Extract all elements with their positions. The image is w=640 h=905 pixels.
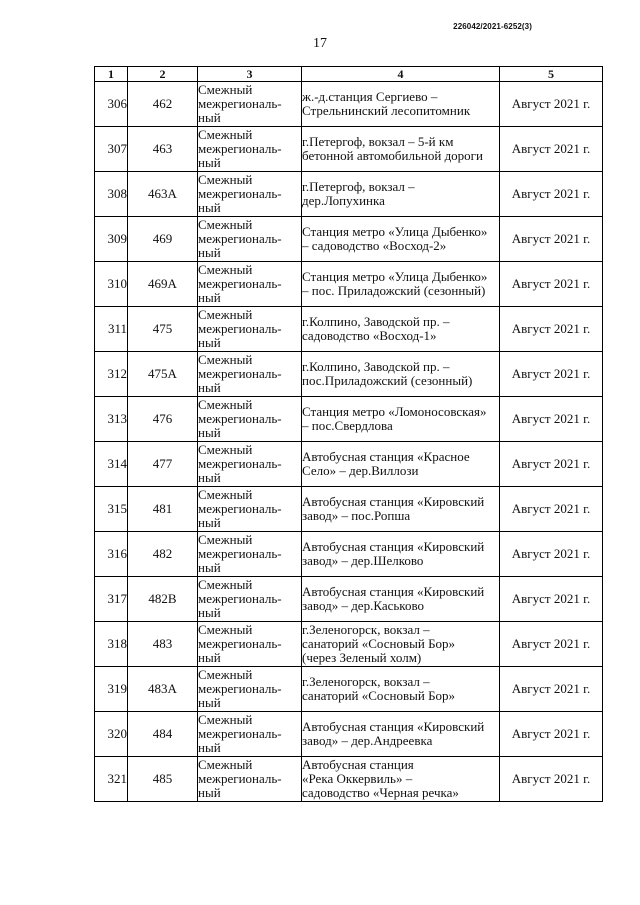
date-cell: Август 2021 г. <box>500 667 603 712</box>
route-path-cell: г.Колпино, Заводской пр. – пос.Приладожский (сезонный) <box>302 352 500 397</box>
table-row <box>95 667 603 712</box>
table-header-row <box>95 67 603 82</box>
route-number-cell: 484 <box>128 712 198 757</box>
date-cell: Август 2021 г. <box>500 352 603 397</box>
route-path-cell: Автобусная станция «Кировский завод» – пос.Ропша <box>302 487 500 532</box>
table-row <box>95 217 603 262</box>
routes-table <box>94 66 603 802</box>
date-cell: Август 2021 г. <box>500 397 603 442</box>
page-number: 17 <box>313 36 327 51</box>
table-row <box>95 532 603 577</box>
column-header-3: 3 <box>198 67 302 82</box>
column-header-4: 4 <box>302 67 500 82</box>
date-cell: Август 2021 г. <box>500 622 603 667</box>
row-number-cell: 319 <box>95 667 128 712</box>
date-cell: Август 2021 г. <box>500 442 603 487</box>
column-header-2: 2 <box>128 67 198 82</box>
date-cell: Август 2021 г. <box>500 172 603 217</box>
route-type-cell: Смежный межрегиональ- ный <box>198 172 302 217</box>
row-number-cell: 320 <box>95 712 128 757</box>
route-type-cell: Смежный межрегиональ- ный <box>198 577 302 622</box>
route-type-cell: Смежный межрегиональ- ный <box>198 532 302 577</box>
route-path-cell: г.Петергоф, вокзал – дер.Лопухинка <box>302 172 500 217</box>
table-row <box>95 757 603 802</box>
row-number-cell: 313 <box>95 397 128 442</box>
route-number-cell: 482 <box>128 532 198 577</box>
route-number-cell: 463А <box>128 172 198 217</box>
route-number-cell: 463 <box>128 127 198 172</box>
route-path-cell: Станция метро «Улица Дыбенко» – садоводство «Восход-2» <box>302 217 500 262</box>
date-cell: Август 2021 г. <box>500 127 603 172</box>
table-row <box>95 127 603 172</box>
row-number-cell: 316 <box>95 532 128 577</box>
route-path-cell: Станция метро «Улица Дыбенко» – пос. Приладожский (сезонный) <box>302 262 500 307</box>
route-number-cell: 475 <box>128 307 198 352</box>
route-path-cell: ж.-д.станция Сергиево – Стрельнинский лесопитомник <box>302 82 500 127</box>
date-cell: Август 2021 г. <box>500 712 603 757</box>
route-path-cell: Автобусная станция «Кировский завод» – дер.Андреевка <box>302 712 500 757</box>
table-row <box>95 262 603 307</box>
route-path-cell: Автобусная станция «Кировский завод» – дер.Каськово <box>302 577 500 622</box>
row-number-cell: 307 <box>95 127 128 172</box>
row-number-cell: 309 <box>95 217 128 262</box>
row-number-cell: 317 <box>95 577 128 622</box>
table-row <box>95 82 603 127</box>
date-cell: Август 2021 г. <box>500 217 603 262</box>
row-number-cell: 314 <box>95 442 128 487</box>
document-id: 226042/2021-6252(3) <box>453 22 532 31</box>
row-number-cell: 315 <box>95 487 128 532</box>
route-type-cell: Смежный межрегиональ- ный <box>198 262 302 307</box>
route-type-cell: Смежный межрегиональ- ный <box>198 397 302 442</box>
route-path-cell: Автобусная станция «Красное Село» – дер.Виллози <box>302 442 500 487</box>
route-type-cell: Смежный межрегиональ- ный <box>198 307 302 352</box>
row-number-cell: 311 <box>95 307 128 352</box>
column-header-5: 5 <box>500 67 603 82</box>
row-number-cell: 318 <box>95 622 128 667</box>
route-number-cell: 477 <box>128 442 198 487</box>
route-number-cell: 469 <box>128 217 198 262</box>
route-number-cell: 475А <box>128 352 198 397</box>
row-number-cell: 321 <box>95 757 128 802</box>
route-path-cell: г.Зеленогорск, вокзал – санаторий «Сосновый Бор» (через Зеленый холм) <box>302 622 500 667</box>
route-type-cell: Смежный межрегиональ- ный <box>198 667 302 712</box>
table-row <box>95 172 603 217</box>
route-number-cell: 483 <box>128 622 198 667</box>
row-number-cell: 306 <box>95 82 128 127</box>
route-path-cell: г.Колпино, Заводской пр. – садоводство «Восход-1» <box>302 307 500 352</box>
route-type-cell: Смежный межрегиональ- ный <box>198 442 302 487</box>
table-row <box>95 307 603 352</box>
table-row <box>95 397 603 442</box>
table-body <box>95 82 603 802</box>
table-row <box>95 442 603 487</box>
date-cell: Август 2021 г. <box>500 757 603 802</box>
route-number-cell: 482В <box>128 577 198 622</box>
route-type-cell: Смежный межрегиональ- ный <box>198 352 302 397</box>
route-number-cell: 481 <box>128 487 198 532</box>
row-number-cell: 312 <box>95 352 128 397</box>
date-cell: Август 2021 г. <box>500 487 603 532</box>
route-number-cell: 476 <box>128 397 198 442</box>
route-path-cell: Автобусная станция «Река Оккервиль» – садоводство «Черная речка» <box>302 757 500 802</box>
table-row <box>95 712 603 757</box>
route-type-cell: Смежный межрегиональ- ный <box>198 217 302 262</box>
date-cell: Август 2021 г. <box>500 532 603 577</box>
row-number-cell: 310 <box>95 262 128 307</box>
table-row <box>95 487 603 532</box>
route-path-cell: Автобусная станция «Кировский завод» – дер.Шелково <box>302 532 500 577</box>
date-cell: Август 2021 г. <box>500 262 603 307</box>
row-number-cell: 308 <box>95 172 128 217</box>
date-cell: Август 2021 г. <box>500 307 603 352</box>
route-type-cell: Смежный межрегиональ- ный <box>198 127 302 172</box>
route-path-cell: Станция метро «Ломоносовская» – пос.Свердлова <box>302 397 500 442</box>
table-row <box>95 622 603 667</box>
route-number-cell: 469А <box>128 262 198 307</box>
column-header-1: 1 <box>95 67 128 82</box>
route-type-cell: Смежный межрегиональ- ный <box>198 712 302 757</box>
route-number-cell: 462 <box>128 82 198 127</box>
route-path-cell: г.Петергоф, вокзал – 5-й км бетонной автомобильной дороги <box>302 127 500 172</box>
route-type-cell: Смежный межрегиональ- ный <box>198 622 302 667</box>
route-type-cell: Смежный межрегиональ- ный <box>198 82 302 127</box>
route-type-cell: Смежный межрегиональ- ный <box>198 757 302 802</box>
table-row <box>95 577 603 622</box>
table-row <box>95 352 603 397</box>
route-type-cell: Смежный межрегиональ- ный <box>198 487 302 532</box>
date-cell: Август 2021 г. <box>500 577 603 622</box>
route-number-cell: 485 <box>128 757 198 802</box>
route-path-cell: г.Зеленогорск, вокзал – санаторий «Сосновый Бор» <box>302 667 500 712</box>
route-number-cell: 483А <box>128 667 198 712</box>
date-cell: Август 2021 г. <box>500 82 603 127</box>
